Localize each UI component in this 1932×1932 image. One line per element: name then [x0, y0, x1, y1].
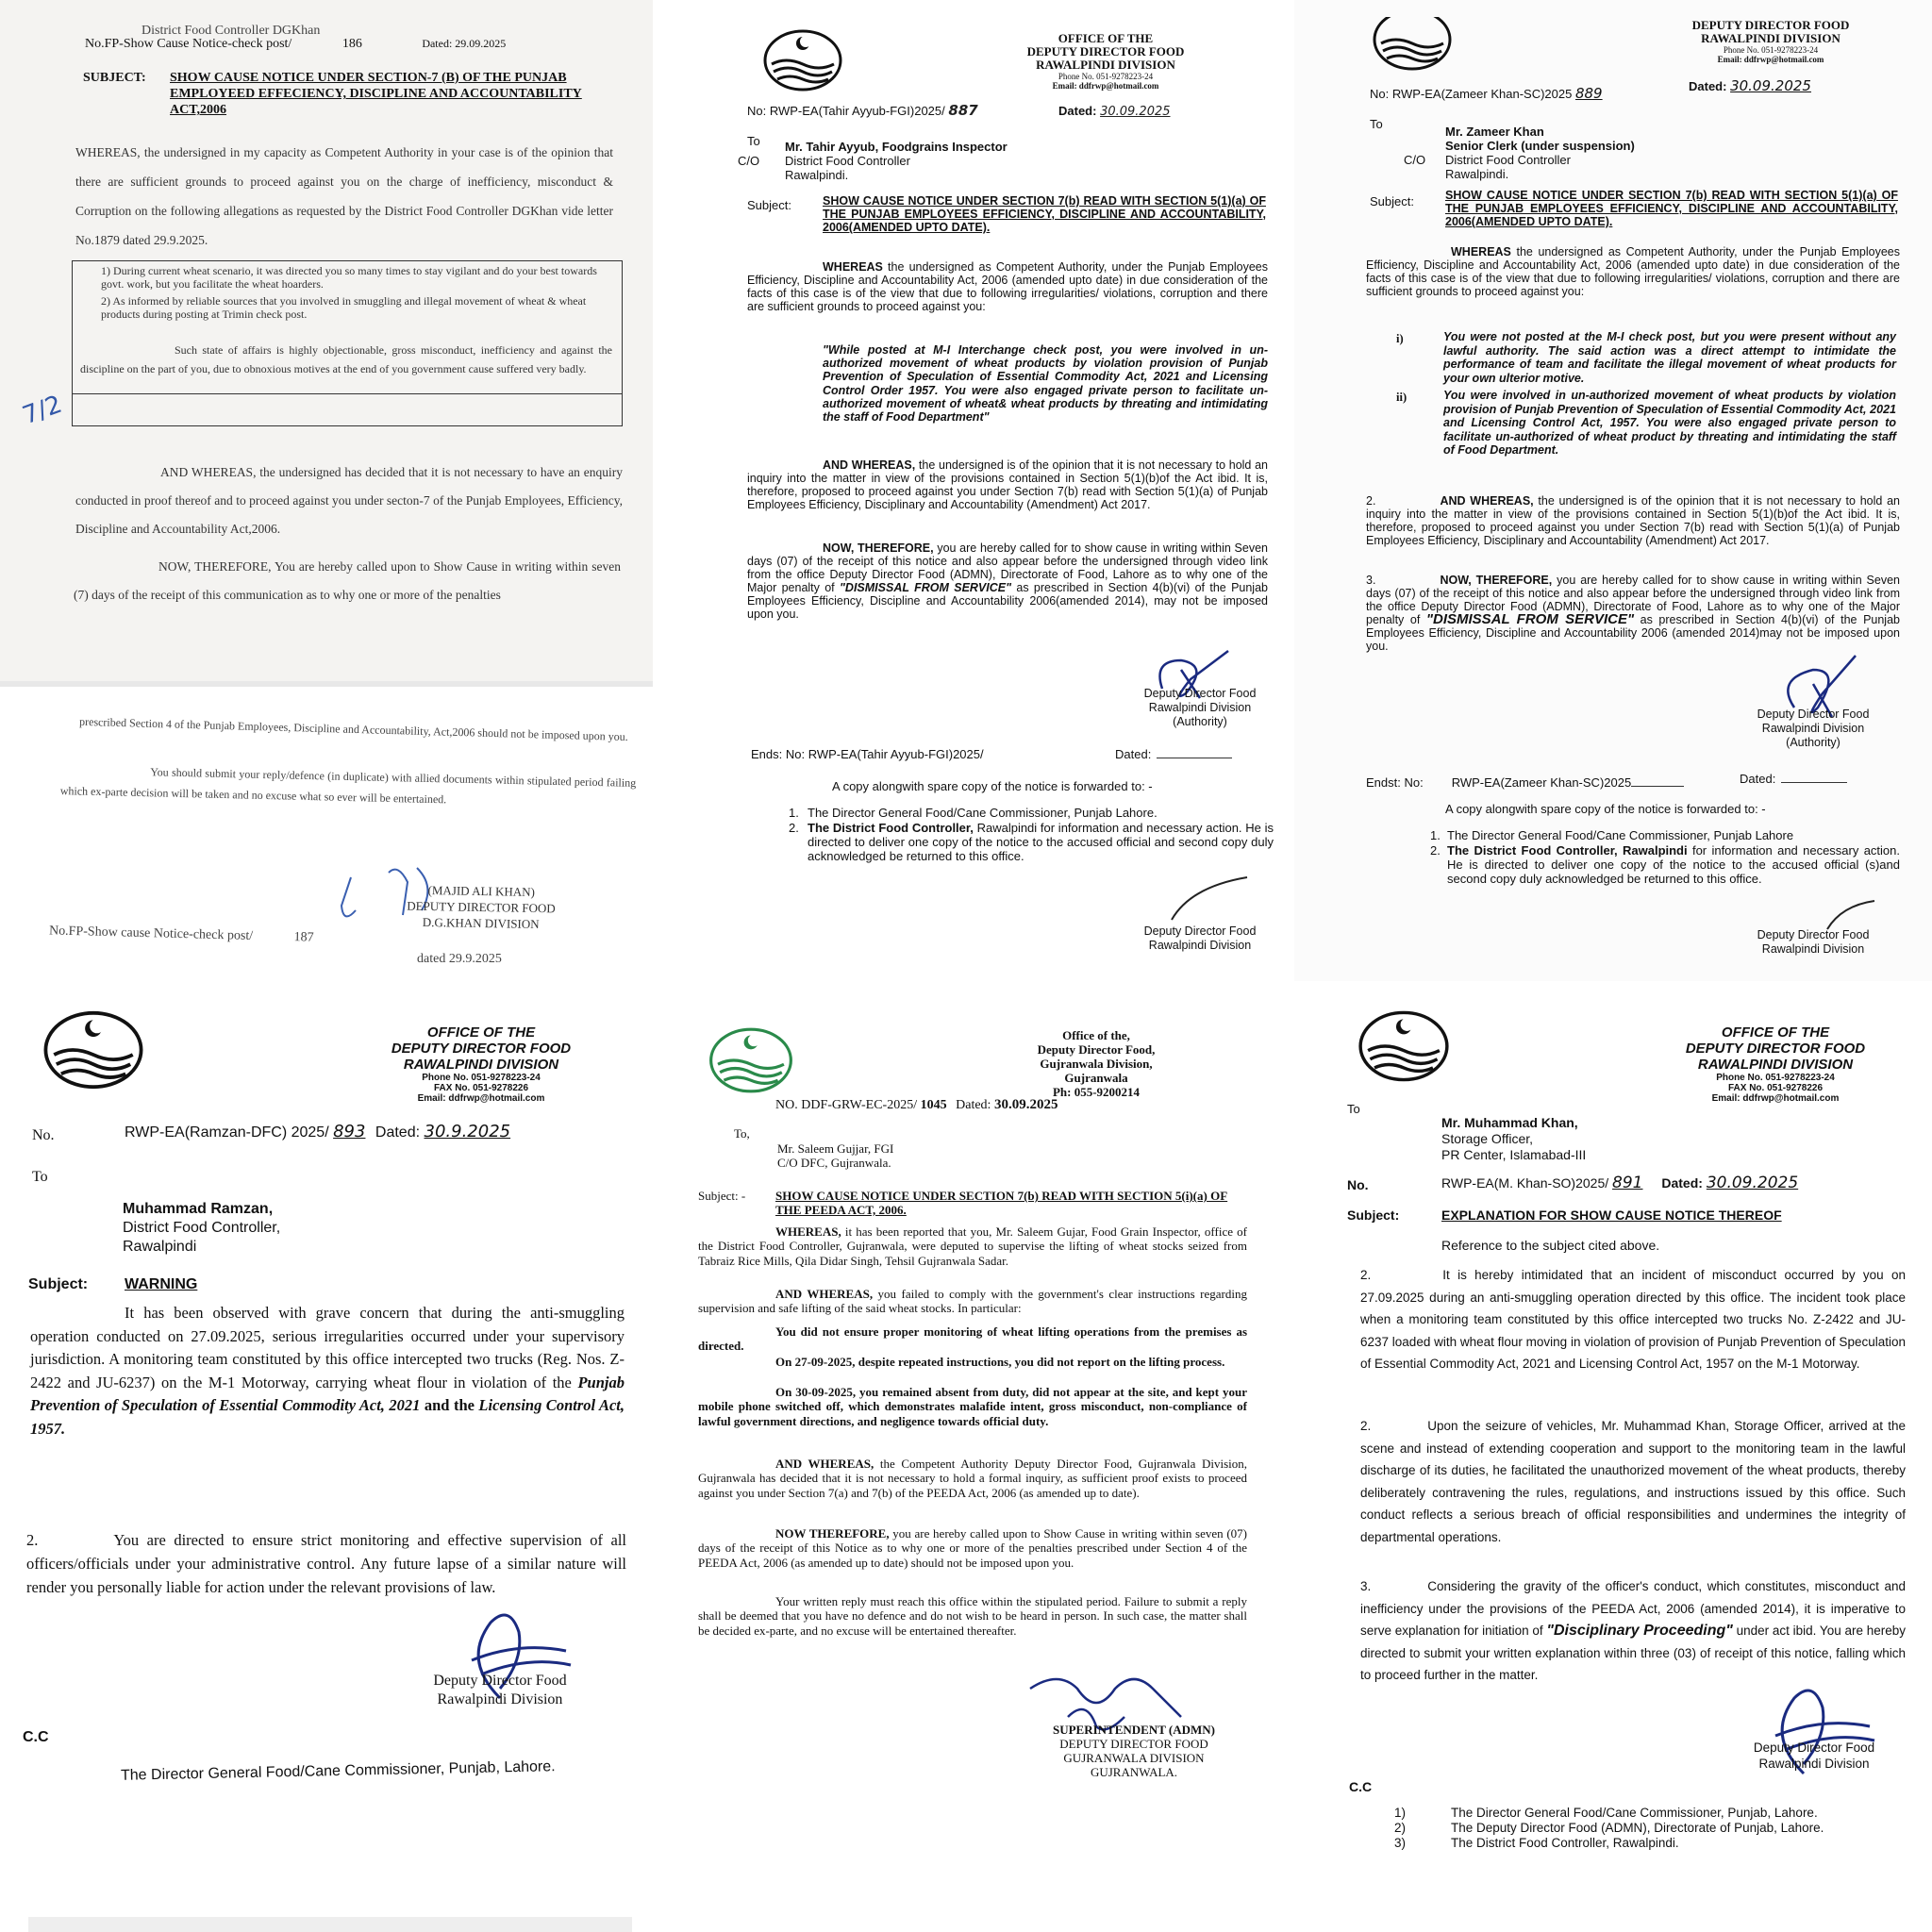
office-header: OFFICE OF THE DEPUTY DIRECTOR FOOD RAWALPINDI DIVISION Phone No. 051-9278223-24 FAX No. 051-9278226 Email: ddfrwp@hotmail.com: [1685, 1024, 1866, 1104]
number-label: No.: [1347, 1177, 1369, 1192]
cc-item-3: 3) The District Food Controller, Rawalpindi.: [1394, 1836, 1679, 1850]
now-therefore-paragraph: NOW, THEREFORE, You are hereby called upon to Show Cause in writing within seven (7) days of the receipt of this communication as to why one or more of the penalties: [74, 559, 621, 602]
addressee: Mr. Saleem Gujjar, FGI C/O DFC, Gujranwala.: [777, 1141, 894, 1170]
endorsement-number: Ends: No: RWP-EA(Tahir Ayyub-FGI)2025/: [751, 747, 984, 761]
subject-text: SHOW CAUSE NOTICE UNDER SECTION 7(b) READ WITH SECTION 5(1)(a) OF THE PUNJAB EMPLOYEES EFFICIENCY, DISCIPLINE AND ACCOUNTABILITY, 2006(AMENDED UPTO DATE).: [823, 194, 1266, 234]
allegation-1: 1) During current wheat scenario, it was directed you so many times to stay vigilant and do your best towards govt. work, but you facilitate the wheat hoarders.: [101, 264, 597, 291]
addressee: Muhammad Ramzan, District Food Controller, Rawalpindi: [123, 1201, 281, 1255]
allegation-2: 2) As informed by reliable sources that you involved in smuggling and illegal movement of wheat & wheat products during posting at Trimin check post.: [101, 294, 587, 321]
office-header: Office of the, Deputy Director Food, Gujranwala Division, Gujranwala Ph: 055-9200214: [1037, 1028, 1156, 1099]
cc-item-1: The Director General Food/Cane Commissioner, Punjab, Lahore.: [120, 1758, 556, 1784]
document-dgkhan-show-cause: [0, 0, 653, 981]
lapse-item-2: On 27-09-2025, despite repeated instructions, you did not report on the lifting process.: [775, 1355, 1225, 1369]
punjab-govt-logo-icon: [1372, 17, 1453, 72]
reference-line: Reference to the subject cited above.: [1441, 1238, 1660, 1253]
cc-list: [1394, 1806, 1824, 1851]
subject-text: SHOW CAUSE NOTICE UNDER SECTION 7(b) READ WITH SECTION 5(1)(a) OF THE PUNJAB EMPLOYEES EFFICIENCY, DISCIPLINE AND ACCOUNTABILITY, 2006(AMENDED UPTO DATE).: [1445, 189, 1898, 228]
office-header: OFFICE OF THE DEPUTY DIRECTOR FOOD RAWALPINDI DIVISION Phone No. 051-9278223-24 FAX No. 051-9278226 Email: ddfrwp@hotmail.com: [391, 1024, 572, 1104]
allegation-ii: You were involved in un-authorized movement of wheat products by violation provision of Punjab Prevention of Speculation of Essential Commodity Act, 2021 and Licensing Control Act, 1957. You were also engaged private person to facilitate un-authorized of wheat product by threating and intimidating the staff of Food Department.: [1443, 389, 1896, 457]
whereas-paragraph: WHEREAS, the undersigned in my capacity as Competent Authority in your case is of the opinion that there are sufficient grounds to proceed against you on the charge of inefficiency, misconduct & Corruption on the following allegations as requested by the District Food Controller DGKhan vide letter No.1879 dated 29.9.2025.: [75, 145, 613, 247]
allegation-i: You were not posted at the M-I check post, but you were present without any lawful authority. The said action was a direct attempt to intimidate the performance of team and facilitate the illegal movement of wheat products for your own ulterior motive.: [1443, 330, 1896, 385]
endorsement-date: dated 29.9.2025: [417, 952, 502, 966]
subject-label: Subject:: [28, 1276, 89, 1292]
punjab-govt-logo-icon: [706, 1026, 796, 1094]
paragraph-2: 2. It is hereby intimidated that an incident of misconduct occurred by you on 27.09.2025 during an anti-smuggling operation directed by this office. The incident took place when a monitoring team constituted by this office intercepted two trucks No. Z-2422 and JU-6237 loaded with wheat flour moving in violation of provision of Punjab Prevention of Speculation of Essential Commodity Act, 2021 and Licensing Control Act, 1957 on the M-1 Motorway.: [1360, 1268, 1906, 1372]
to-label: To: [1347, 1102, 1360, 1116]
document-zameer-khan-notice: [1294, 0, 1932, 981]
addressee: Mr. Muhammad Khan, Storage Officer, PR Center, Islamabad-III: [1441, 1115, 1587, 1162]
endorsement-date: Dated:: [1115, 747, 1232, 761]
endorsement-number: Endst: No: RWP-EA(Zameer Khan-SC)2025: [1366, 775, 1684, 790]
office-header: OFFICE OF THE DEPUTY DIRECTOR FOOD RAWALPINDI DIVISION Phone No. 051-9278223-24 Email: ddfrwp@hotmail.com: [1026, 31, 1185, 91]
number-label: No.: [32, 1127, 55, 1143]
cc-label: C.C: [1349, 1779, 1373, 1794]
to-label: To: [1370, 117, 1383, 131]
reference-number: NO. DDF-GRW-EC-2025/ 1045 Dated: 30.09.2025: [775, 1097, 1058, 1112]
cc-item-1: 1. The Director General Food/Cane Commissioner, Punjab Lahore: [1430, 828, 1794, 842]
lapse-item-1: You did not ensure proper monitoring of wheat lifting operations from the premises as directed.: [698, 1324, 1247, 1354]
subject-text: SHOW CAUSE NOTICE UNDER SECTION-7 (B) OF THE PUNJAB EMPLOYEED EFFECIENCY, DISCIPLINE AND ACCOUNTABILITY ACT,2006: [170, 71, 582, 117]
paragraph-3: 3. Considering the gravity of the officer's conduct, which constitutes, misconduct and inefficiency under the provisions of the PEEDA Act, 2006 (amended 2014), it is imperative to serve explanation for initiation of "Disciplinary Proceeding" under act ibid. You are hereby directed to submit your written explanation within three (03) of receipt of this notice, falling which to proceed further in the matter.: [1360, 1579, 1907, 1683]
signatory-block: Deputy Director Food Rawalpindi Division: [433, 1673, 567, 1707]
signatory-block-2: Deputy Director Food Rawalpindi Division: [1143, 924, 1257, 952]
cc-item-2: 2. The District Food Controller, Rawalpindi for information and necessary action. He is directed to deliver one copy of the notice to the accused official and second copy duly acknowledged be returned to this office.: [789, 821, 1274, 863]
to-label: To: [747, 134, 760, 148]
signature-initial: [1162, 868, 1257, 924]
warning-paragraph-1: It has been observed with grave concern that during the anti-smuggling operation conducted on 27.09.2025, serious irregularities occurred under your supervisory jurisdiction. A monitoring team constituted by this office intercepted two trucks (Reg. Nos. Z-2422 and JU-6237) on the M-1 Motorway, carrying wheat flour in violation of the Punjab Prevention of Speculation of Essential Commodity Act, 2021 and the Licensing Control Act, 1957.: [30, 1304, 625, 1438]
subject-text: WARNING: [125, 1276, 198, 1292]
cc-item-2: 2. The District Food Controller, Rawalpindi for information and necessary action. He is directed to deliver one copy of the notice to the accused official (s)and second copy duly acknowledged be returned to this office.: [1430, 843, 1900, 886]
allegation-i-label: i): [1396, 332, 1404, 345]
now-therefore-paragraph: NOW THEREFORE, you are hereby called upon to Show Cause in writing within seven (07) days of the receipt of this Notice as to why one or more of the penalties prescribed under Section 4 of the PEEDA Act, 2006 (as amended up to date) should not be imposed upon you.: [698, 1526, 1248, 1570]
punjab-govt-logo-icon: [1357, 1009, 1451, 1083]
allegations-box: [72, 260, 623, 426]
cc-label: C.C: [23, 1729, 49, 1745]
allegation-ii-label: ii): [1396, 391, 1407, 404]
addressee: Mr. Tahir Ayyub, Foodgrains Inspector C/O District Food Controller Rawalpindi.: [738, 140, 1008, 182]
office-header: DEPUTY DIRECTOR FOOD RAWALPINDI DIVISION Phone No. 051-9278223-24 Email: ddfrwp@hotmail.com: [1691, 18, 1850, 64]
date-line: Dated: 30.09.2025: [1058, 104, 1171, 119]
office-header: District Food Controller DGKhan: [142, 24, 321, 38]
document-tahir-ayyub-notice: [653, 0, 1294, 981]
cc-item-1: 1. The Director General Food/Cane Commissioner, Punjab Lahore.: [789, 806, 1158, 820]
allegation-quote: "While posted at M-I Interchange check post, you were involved in un-authorized movement of wheat products by violation provision of Punjab Prevention of Speculation of Essential Commodity Act, 2021 and Licensing Control Order 1957. You were also engaged private person to facilitate un-authorized movement of wheat& wheat products by threating and intimidating the staff of Food Department": [823, 343, 1268, 425]
subject-label: Subject:: [1370, 194, 1414, 208]
whereas-paragraph: WHEREAS the undersigned as Competent Authority, under the Punjab Employees Efficiency, Discipline and Accountability Act, 2006 (amended upto date) in due consideration of the facts of this case is of the view that due to following irregularities/ violations, corruption and there are sufficient grounds to proceed against you:: [747, 260, 1268, 313]
subject-label: Subject: -: [698, 1189, 746, 1203]
signatory-block: (MAJID ALI KHAN) DEPUTY DIRECTOR FOOD D.G.KHAN DIVISION: [407, 883, 556, 932]
and-whereas-paragraph: AND WHEREAS, you failed to comply with the government's clear instructions regarding supervision and safe lifting of the said wheat stocks. In particular:: [698, 1287, 1247, 1316]
signatory-block-2: Deputy Director Food Rawalpindi Division: [1757, 928, 1870, 956]
punjab-govt-logo-icon: [42, 1009, 145, 1091]
page-bottom-edge: [28, 1917, 632, 1932]
cc-item-1: 1) The Director General Food/Cane Commissioner, Punjab, Lahore.: [1394, 1806, 1818, 1820]
signatory-block: Deputy Director Food Rawalpindi Division: [1753, 1740, 1875, 1771]
now-therefore-paragraph: NOW, THEREFORE, you are hereby called for to show cause in writing within Seven days (07) of the receipt of this notice and also appear before the undersigned through video link from the office Deputy Director Food (ADMN), Directorate of Food, Lahore as to why one of the Major penalty of "DISMISSAL FROM SERVICE" as prescribed in Section 4(b)(vi) of the Punjab Employees Efficiency, Discipline and Accountability 2006(amended 2014), may not be imposed upon you.: [747, 541, 1268, 621]
signatory-block: Deputy Director Food Rawalpindi Division (Authority): [1757, 708, 1870, 749]
and-whereas-paragraph: 2. AND WHEREAS, the undersigned is of the opinion that it is not necessary to hold an inquiry into the matter in view of the provisions contained in Section 5(1)(b)of the Act ibid. It is, therefore, proposed to proceed against you under Section 7(b) read with Section 5(1)(a) of Punjab Employees Efficiency, Disciplinary and Accountability (Amendment) Act 2017.: [1366, 494, 1900, 547]
endorsement-number: No.FP-Show cause Notice-check post/ 187: [48, 924, 314, 945]
endorsement-date: Dated:: [1740, 772, 1847, 786]
document-ramzan-warning: [0, 981, 653, 1932]
date-line: Dated: 30.09.2025: [1689, 77, 1811, 94]
subject-label: Subject:: [1347, 1208, 1400, 1223]
signatory-block: Deputy Director Food Rawalpindi Division (Authority): [1143, 687, 1257, 728]
margin-handwritten-mark: 7/2: [19, 390, 66, 431]
and-whereas-paragraph-2: AND WHEREAS, the Competent Authority Deputy Director Food, Gujranwala Division, Gujranwala has decided that it is not necessary to hold a formal inquiry, as sufficient proof exists to proceed against you under Section 7(a) and 7(b) of the PEEDA Act, 2006 (as amended up to date).: [698, 1457, 1248, 1500]
subject-text: EXPLANATION FOR SHOW CAUSE NOTICE THEREOF: [1441, 1208, 1782, 1223]
reference-number: No.FP-Show Cause Notice-check post/ 186 Dated: 29.09.2025: [85, 37, 507, 51]
reply-instruction: You should submit your reply/defence (in duplicate) with allied documents within stipulated period failing which ex-parte decision will be taken and no excuse what so ever will be entertained.: [59, 765, 637, 807]
document-gujranwala-notice: [653, 981, 1294, 1932]
reply-instruction: Your written reply must reach this office within the stipulated period. Failure to submit a reply shall be deemed that you have no defence and do not wish to be heard in person. In such case, the matter shall be decided ex-parte, and no excuse will be entertained thereafter.: [698, 1594, 1247, 1638]
reference-number: No: RWP-EA(Zameer Khan-SC)2025 889: [1370, 85, 1603, 102]
subject-label: SUBJECT:: [83, 71, 146, 85]
cc-item-2: 2) The Deputy Director Food (ADMN), Directorate of Punjab, Lahore.: [1394, 1821, 1824, 1835]
now-therefore-paragraph: 3. NOW, THEREFORE, you are hereby called for to show cause in writing within Seven days (07) of the receipt of this notice and also appear before the undersigned through video link from the office Deputy Director Food (ADMN), Directorate of Food, Lahore as to why one of the Major penalty of "DISMISSAL FROM SERVICE" as prescribed in Section 4(b)(vi) of the Punjab Employees Efficiency, Discipline and Accountability 2006 (amended 2014)may not be imposed upon you.: [1366, 574, 1900, 653]
signatory-block: SUPERINTENDENT (ADMN) DEPUTY DIRECTOR FOOD GUJRANWALA DIVISION GUJRANWALA.: [1052, 1723, 1216, 1779]
reference-number: No: RWP-EA(Tahir Ayyub-FGI)2025/ 887: [747, 102, 978, 119]
subject-label: Subject:: [747, 198, 791, 212]
subject-text: SHOW CAUSE NOTICE UNDER SECTION 7(b) READ WITH SECTION 5(i)(a) OF THE PEEDA ACT, 2006.: [775, 1189, 1228, 1217]
lapse-item-3: On 30-09-2025, you remained absent from duty, did not appear at the site, and kept your mobile phone switched off, which demonstrates malafide intent, gross misconduct, non-compliance of lawful government directions, and negligence towards official duty.: [698, 1385, 1247, 1428]
to-label: To: [32, 1169, 48, 1185]
warning-paragraph-2: 2. You are directed to ensure strict monitoring and effective supervision of all officers/officials under your administrative control. Any future lapse of a similar nature will render you personally liable for action under the relevant provisions of law.: [26, 1531, 626, 1596]
punjab-govt-logo-icon: [762, 28, 843, 92]
to-label: To,: [734, 1126, 750, 1141]
whereas-paragraph: WHEREAS the undersigned as Competent Authority, under the Punjab Employees Efficiency, Discipline and Accountability Act, 2006 (amended upto date) in due consideration of the facts of this case is of the view that due to following irregularities/ violations, corruption and there are sufficient grounds to proceed against you:: [1366, 245, 1900, 298]
penalty-continuation: prescribed Section 4 of the Punjab Employees, Discipline and Accountability, Act,2006 should not be imposed upon you.: [78, 714, 628, 744]
copy-forward-line: A copy alongwith spare copy of the notice is forwarded to: -: [1445, 802, 1766, 816]
allegation-summary: Such state of affairs is highly objectionable, gross misconduct, inefficiency and against the discipline on the part of you, due to obnoxious motives at the end of you government cause suffered very badly.: [80, 343, 612, 375]
and-whereas-paragraph: AND WHEREAS, the undersigned is of the opinion that it is not necessary to hold an inquiry into the matter in view of the provisions contained in Section 5(1)(b)of the Act ibid. It is, therefore, proposed to proceed against you under Section 7(b) read with Section 5(1)(a) of Punjab Employees Efficiency, Disciplinary and Accountability (Amendment) Act 2017.: [747, 458, 1268, 511]
whereas-paragraph: WHEREAS, it has been reported that you, Mr. Saleem Gujar, Food Grain Inspector, office of the District Food Controller, Gujranwala, were deputed to supervise the lifting of wheat stocks seized from Tabraiz Rice Mills, Qila Didar Singh, Tehsil Gujranwala Sadar.: [698, 1224, 1247, 1268]
reference-number: RWP-EA(Ramzan-DFC) 2025/ 893 Dated: 30.9.2025: [125, 1122, 511, 1141]
document-muhammad-khan-explanation: [1294, 981, 1932, 1932]
reference-number: RWP-EA(M. Khan-SO)2025/ 891 Dated: 30.09.2025: [1441, 1174, 1799, 1192]
addressee: Mr. Zameer Khan Senior Clerk (under suspension) C/O District Food Controller Rawalpindi.: [1404, 125, 1635, 181]
and-whereas-paragraph: AND WHEREAS, the undersigned has decided that it is not necessary to have an enquiry conducted in proof thereof and to proceed against you under secton-7 of the Punjab Employees, Efficiency, Discipline and Accountability Act,2006.: [75, 465, 623, 536]
paragraph-2b: 2. Upon the seizure of vehicles, Mr. Muhammad Khan, Storage Officer, arrived at the scene and instead of extending cooperation and support to the monitoring team in the lawful discharge of its duties, he facilitated the unauthorized movement of the wheat products, thereby deliberately contravening the rules, regulations, and instructions issued by this office. Such conduct reflects a serious breach of official responsibilities and undermines the integrity of departmental operations.: [1360, 1419, 1906, 1544]
copy-forward-line: A copy alongwith spare copy of the notice is forwarded to: -: [832, 779, 1153, 793]
